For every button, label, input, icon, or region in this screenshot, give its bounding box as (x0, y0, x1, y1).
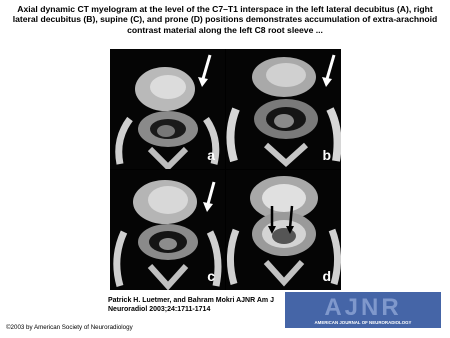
logo-subtitle: AMERICAN JOURNAL OF NEURORADIOLOGY (314, 320, 412, 325)
panel-label-c: c (207, 268, 215, 284)
figure-caption: Axial dynamic CT myelogram at the level of the C7–T1 interspace in the left lateral decubitus (A), right lateral decubitus (B), supine (C), and prone (D) positions demonstrates accumulation of extra-arachnoid contrast material along the left C8 root sleeve ... (12, 4, 438, 35)
ct-panel-a (110, 49, 225, 169)
copyright: ©2003 by American Society of Neuroradiology (6, 324, 133, 331)
panel-label-d: d (322, 268, 331, 284)
panel-label-a: a (207, 147, 215, 163)
ct-panel-b (226, 49, 341, 169)
citation: Patrick H. Luetmer, and Bahram Mokri AJNR Am J Neuroradiol 2003;24:1711-1714 (108, 297, 274, 313)
logo-mark: AJNR (324, 294, 402, 321)
journal-logo (285, 292, 441, 328)
ct-panel-d (226, 170, 341, 290)
ct-panel-c (110, 170, 225, 290)
ajnr-logo-graphic (285, 292, 441, 328)
ct-myelogram-panels (110, 49, 341, 290)
panel-label-b: b (322, 147, 331, 163)
